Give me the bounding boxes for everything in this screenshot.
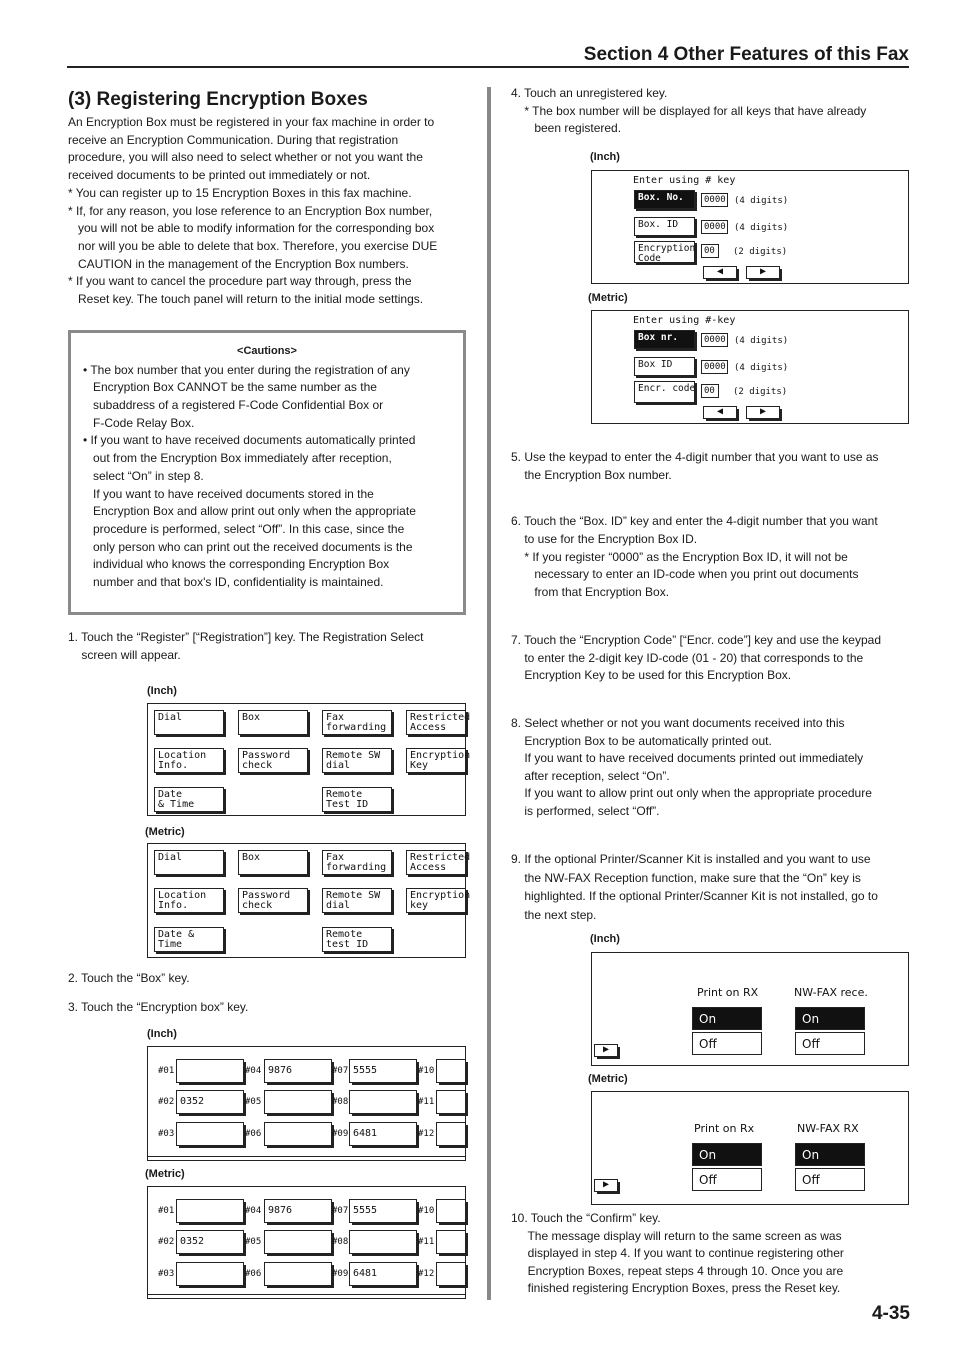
step-line: the NW-FAX Reception function, make sure that the “On” key is — [511, 870, 861, 885]
print-on-rx-label: Print on RX — [697, 986, 759, 999]
box-number-field[interactable]: 0000 — [701, 333, 728, 347]
intro-line: * If you want to cancel the procedure part way through, press the — [68, 274, 412, 289]
step-7 — [511, 632, 881, 685]
step-line: after reception, select “On”. — [511, 768, 670, 783]
box-slot-2[interactable]: 9876 — [264, 1199, 332, 1223]
slot-number: #01 — [158, 1066, 175, 1076]
caption-metric: (Metric) — [588, 292, 628, 304]
box-slot-6[interactable] — [264, 1230, 332, 1254]
date-time-button[interactable]: Date & Time — [154, 927, 224, 952]
step-line: is performed, select “Off”. — [511, 803, 660, 818]
box-slot-12[interactable] — [436, 1122, 466, 1146]
slot-number: #11 — [418, 1097, 435, 1107]
box-slot-8[interactable] — [436, 1090, 466, 1114]
slot-number: #08 — [332, 1237, 349, 1247]
intro-text — [68, 114, 437, 309]
step-line: displayed in step 4. If you want to continue registering other — [511, 1246, 844, 1261]
encryption-key-button[interactable]: Encryption Key — [406, 748, 466, 773]
step-line: from that Encryption Box. — [511, 585, 670, 600]
box-number-key[interactable]: Box. No. — [634, 190, 695, 209]
caption-inch: (Inch) — [590, 933, 620, 945]
remote-test-id-button[interactable]: Remote Test ID — [322, 787, 392, 812]
box-slots-panel-metric — [147, 1186, 466, 1299]
caution-line: select “On” in step 8. — [83, 468, 204, 483]
cautions-title: <Cautions> — [237, 345, 297, 357]
nw-fax-label: NW-FAX rece. — [794, 986, 868, 999]
location-info-button[interactable]: Location Info. — [154, 748, 224, 773]
next-arrow-button[interactable]: ▶ — [746, 266, 780, 279]
box-button[interactable]: Box — [238, 710, 308, 735]
slot-number: #03 — [158, 1129, 175, 1139]
restricted-access-button[interactable]: Restricted Access — [406, 710, 466, 735]
box-id-key[interactable]: Box ID — [634, 357, 695, 376]
step-line: 5. Use the keypad to enter the 4-digit number that you want to use as — [511, 450, 879, 464]
caution-line: Encryption Box and allow print out only when the appropriate — [83, 504, 416, 519]
caution-line: individual who knows the corresponding Encryption Box — [83, 557, 390, 572]
intro-line: receive an Encryption Communication. During that registration — [68, 132, 399, 147]
next-arrow-button[interactable]: ▶ — [594, 1044, 618, 1057]
box-number-field[interactable]: 0000 — [701, 193, 728, 207]
step-line: screen will appear. — [68, 648, 181, 662]
slot-number: #03 — [158, 1269, 175, 1279]
dial-button[interactable]: Dial — [154, 710, 224, 735]
print-on-rx-on-button[interactable]: On — [692, 1007, 762, 1030]
box-slot-8[interactable] — [436, 1230, 466, 1254]
step-4 — [511, 85, 866, 138]
nw-fax-on-button[interactable]: On — [795, 1143, 865, 1166]
box-slot-3[interactable]: 5555 — [349, 1059, 417, 1083]
digits-hint: (4 digits) — [734, 336, 789, 346]
caution-line: only person who can print out the received documents is the — [83, 539, 413, 554]
box-id-field[interactable]: 0000 — [701, 360, 728, 374]
box-slot-9[interactable] — [176, 1122, 244, 1146]
slot-number: #05 — [245, 1097, 262, 1107]
slot-number: #06 — [245, 1129, 262, 1139]
slot-number: #07 — [332, 1206, 349, 1216]
slot-number: #08 — [332, 1097, 349, 1107]
caption-metric: (Metric) — [145, 1168, 185, 1180]
slot-number: #02 — [158, 1237, 175, 1247]
restricted-access-button[interactable]: Restricted Access — [406, 850, 466, 875]
page-number: 4-35 — [871, 1303, 910, 1324]
password-check-button[interactable]: Password check — [238, 888, 308, 913]
box-slot-10[interactable] — [264, 1262, 332, 1286]
caution-line: • If you want to have received documents automatically printed — [83, 433, 416, 448]
slot-number: #12 — [418, 1129, 435, 1139]
next-arrow-button[interactable]: ▶ — [746, 406, 780, 419]
print-rx-panel-metric — [591, 1091, 909, 1205]
caution-line: F-Code Relay Box. — [83, 415, 195, 430]
step-line: finished registering Encryption Boxes, press the Reset key. — [511, 1281, 841, 1296]
box-slot-5[interactable]: 0352 — [176, 1230, 244, 1254]
step-line: * If you register “0000” as the Encryption Box ID, it will not be — [511, 549, 848, 564]
step-5 — [511, 449, 879, 484]
step-line: Encryption Key to be used for this Encryption Box. — [511, 668, 792, 683]
box-slot-5[interactable]: 0352 — [176, 1090, 244, 1114]
previous-arrow-button[interactable]: ◀ — [703, 406, 737, 419]
step-1 — [68, 628, 424, 664]
step-line: 7. Touch the “Encryption Code” [“Encr. code”] key and use the keypad — [511, 633, 881, 647]
step-10 — [511, 1210, 844, 1298]
nw-fax-off-button[interactable]: Off — [795, 1168, 865, 1191]
slot-number: #04 — [245, 1206, 262, 1216]
box-slot-1[interactable] — [176, 1199, 244, 1223]
section-header: Section 4 Other Features of this Fax — [67, 44, 909, 68]
box-slot-6[interactable] — [264, 1090, 332, 1114]
cautions-box — [68, 330, 466, 615]
slot-number: #10 — [418, 1206, 435, 1216]
step-line: the next step. — [511, 907, 597, 922]
box-slot-4[interactable] — [436, 1059, 466, 1083]
box-slot-12[interactable] — [436, 1262, 466, 1286]
intro-line: you will not be able to modify information for the corresponding box — [68, 221, 435, 236]
encryption-key-button[interactable]: Encryption key — [406, 888, 466, 913]
remote-sw-dial-button[interactable]: Remote SW dial — [322, 888, 392, 913]
location-info-button[interactable]: Location Info. — [154, 888, 224, 913]
step-line: * The box number will be displayed for all keys that have already — [511, 103, 867, 118]
intro-line: An Encryption Box must be registered in your fax machine in order to — [68, 115, 435, 129]
box-button[interactable]: Box — [238, 850, 308, 875]
digits-hint: (2 digits) — [733, 387, 788, 397]
intro-line: * You can register up to 15 Encryption Boxes in this fax machine. — [68, 185, 412, 200]
digits-hint: (4 digits) — [734, 363, 789, 373]
step-line: the Encryption Box number. — [511, 467, 672, 482]
box-slot-4[interactable] — [436, 1199, 466, 1223]
step-line: Encryption Boxes, repeat steps 4 through 10. Once you are — [511, 1263, 844, 1278]
password-check-button[interactable]: Password check — [238, 748, 308, 773]
digits-hint: (4 digits) — [734, 223, 789, 233]
print-on-rx-on-button[interactable]: On — [692, 1143, 762, 1166]
print-on-rx-label: Print on Rx — [694, 1122, 755, 1135]
slot-number: #02 — [158, 1097, 175, 1107]
box-slot-10[interactable] — [264, 1122, 332, 1146]
box-number-key[interactable]: Box nr. — [634, 330, 695, 349]
caution-line: • The box number that you enter during the registration of any — [83, 362, 410, 377]
dial-button[interactable]: Dial — [154, 850, 224, 875]
step-3: 3. Touch the “Encryption box” key. — [68, 1000, 249, 1014]
slot-number: #01 — [158, 1206, 175, 1216]
caution-line: out from the Encryption Box immediately after reception, — [83, 451, 392, 466]
fax-forwarding-button[interactable]: Fax forwarding — [322, 710, 392, 735]
panel-rule — [148, 1156, 465, 1158]
box-slot-7[interactable] — [349, 1230, 417, 1254]
step-line: 4. Touch an unregistered key. — [511, 86, 668, 100]
step-line: Encryption Box to be automatically printed out. — [511, 733, 772, 748]
step-9 — [511, 850, 878, 924]
encryption-entry-panel-inch — [591, 170, 909, 284]
step-line: The message display will return to the same screen as was — [511, 1228, 842, 1243]
step-line: 1. Touch the “Register” [“Registration”] key. The Registration Select — [68, 630, 424, 644]
step-line: to use for the Encryption Box ID. — [511, 531, 698, 546]
remote-sw-dial-button[interactable]: Remote SW dial — [322, 748, 392, 773]
step-line: 8. Select whether or not you want documents received into this — [511, 716, 845, 730]
previous-arrow-button[interactable]: ◀ — [703, 266, 737, 279]
encryption-code-key[interactable]: Encryption Code — [634, 241, 695, 263]
caption-inch: (Inch) — [147, 1028, 177, 1040]
digits-hint: (4 digits) — [734, 196, 789, 206]
slot-number: #06 — [245, 1269, 262, 1279]
step-2: 2. Touch the “Box” key. — [68, 971, 190, 985]
box-slot-1[interactable] — [176, 1059, 244, 1083]
next-arrow-button[interactable]: ▶ — [594, 1179, 618, 1192]
step-line: to enter the 2-digit key ID-code (01 - 20) that corresponds to the — [511, 650, 864, 665]
step-line: 10. Touch the “Confirm” key. — [511, 1211, 661, 1225]
box-slot-3[interactable]: 5555 — [349, 1199, 417, 1223]
box-slots-panel-inch — [147, 1046, 466, 1161]
column-divider — [487, 87, 491, 1300]
print-rx-panel-inch — [591, 952, 909, 1066]
box-slot-2[interactable]: 9876 — [264, 1059, 332, 1083]
encryption-code-key[interactable]: Encr. code — [634, 381, 695, 403]
digits-hint: (2 digits) — [733, 247, 788, 257]
panel-rule — [148, 1294, 465, 1296]
step-line: 6. Touch the “Box. ID” key and enter the 4-digit number that you want — [511, 514, 878, 528]
slot-number: #05 — [245, 1237, 262, 1247]
caution-line: Encryption Box CANNOT be the same number as the — [83, 380, 377, 395]
cautions-list — [83, 362, 463, 592]
step-line: necessary to enter an ID-code when you print out documents — [511, 567, 859, 582]
slot-number: #09 — [332, 1129, 349, 1139]
prompt-text: Enter using # key — [633, 175, 736, 186]
encryption-code-field[interactable]: 00 — [701, 244, 719, 258]
intro-line: procedure, you will also need to select whether or not you want the — [68, 150, 423, 165]
step-line: If you want to have received documents printed out immediately — [511, 751, 864, 766]
intro-line: received documents to be printed out immediately or not. — [68, 168, 371, 183]
caption-inch: (Inch) — [147, 685, 177, 697]
step-6 — [511, 513, 878, 602]
slot-number: #10 — [418, 1066, 435, 1076]
caption-inch: (Inch) — [590, 151, 620, 163]
box-slot-9[interactable] — [176, 1262, 244, 1286]
registration-panel-metric — [147, 843, 471, 958]
slot-number: #11 — [418, 1237, 435, 1247]
caution-line: If you want to have received documents stored in the — [83, 486, 374, 501]
remote-test-id-button[interactable]: Remote test ID — [322, 927, 392, 952]
box-slot-11[interactable]: 6481 — [349, 1122, 417, 1146]
box-id-key[interactable]: Box. ID — [634, 217, 695, 236]
step-8 — [511, 715, 872, 821]
nw-fax-off-button[interactable]: Off — [795, 1032, 865, 1055]
step-line: If you want to allow print out only when the appropriate procedure — [511, 786, 872, 801]
print-on-rx-off-button[interactable]: Off — [692, 1032, 762, 1055]
nw-fax-on-button[interactable]: On — [795, 1007, 865, 1030]
step-line: 9. If the optional Printer/Scanner Kit is installed and you want to use — [511, 852, 871, 866]
print-on-rx-off-button[interactable]: Off — [692, 1168, 762, 1191]
box-slot-11[interactable]: 6481 — [349, 1262, 417, 1286]
caution-line: number and that box's ID, confidentiality is maintained. — [83, 575, 384, 590]
box-id-field[interactable]: 0000 — [701, 220, 728, 234]
intro-line: Reset key. The touch panel will return to the initial mode settings. — [68, 292, 424, 307]
caption-metric: (Metric) — [588, 1073, 628, 1085]
prompt-text: Enter using #-key — [633, 315, 736, 326]
encryption-entry-panel-metric — [591, 310, 909, 424]
caution-line: procedure is performed, select “Off”. In this case, since the — [83, 521, 405, 536]
encryption-code-field[interactable]: 00 — [701, 384, 719, 398]
slot-number: #04 — [245, 1066, 262, 1076]
caption-metric: (Metric) — [145, 826, 185, 838]
registration-panel-inch — [147, 703, 471, 816]
nw-fax-label: NW-FAX RX — [797, 1122, 859, 1135]
intro-line: * If, for any reason, you lose reference to an Encryption Box number, — [68, 203, 433, 218]
section-title: (3) Registering Encryption Boxes — [68, 89, 368, 110]
box-slot-7[interactable] — [349, 1090, 417, 1114]
slot-number: #07 — [332, 1066, 349, 1076]
caution-line: subaddress of a registered F-Code Confidential Box or — [83, 398, 384, 412]
fax-forwarding-button[interactable]: Fax forwarding — [322, 850, 392, 875]
step-line: highlighted. If the optional Printer/Scanner Kit is not installed, go to — [511, 889, 878, 904]
slot-number: #09 — [332, 1269, 349, 1279]
step-line: been registered. — [511, 121, 622, 136]
intro-line: nor will you be able to delete that box. Therefore, you exercise DUE — [68, 238, 438, 253]
intro-line: CAUTION in the management of the Encryption Box numbers. — [68, 256, 409, 271]
date-time-button[interactable]: Date & Time — [154, 787, 224, 812]
slot-number: #12 — [418, 1269, 435, 1279]
